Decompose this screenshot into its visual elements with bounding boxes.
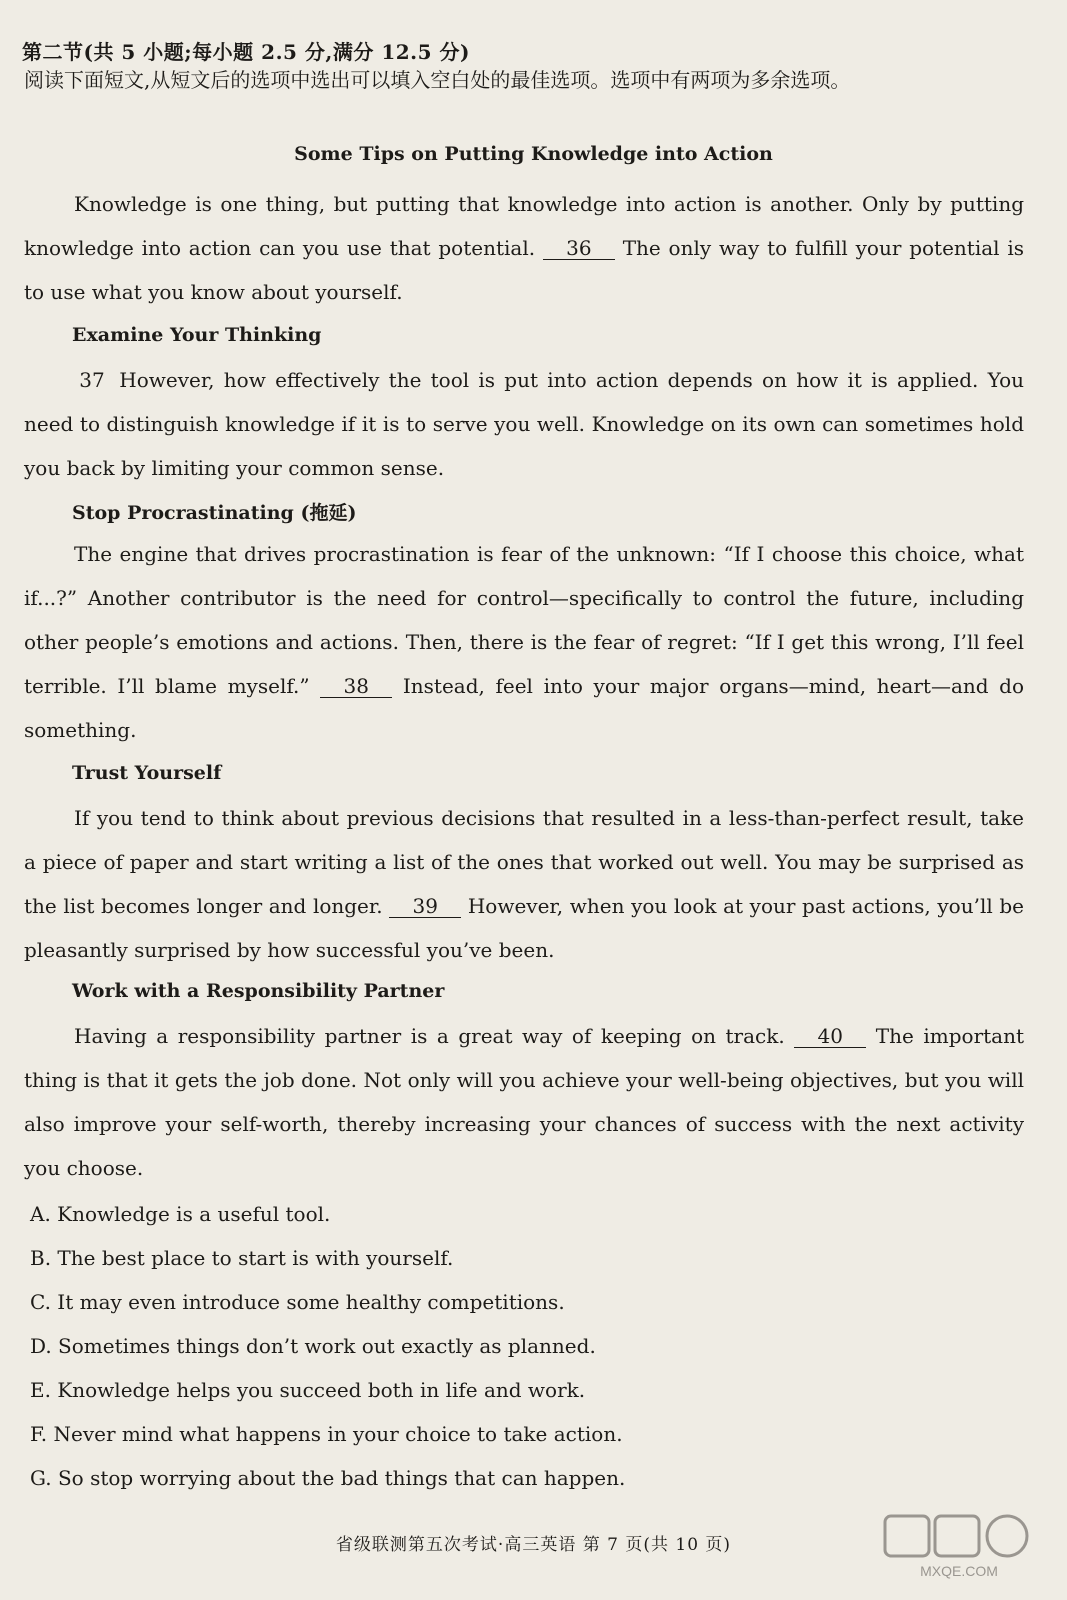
intro-text-before: Knowledge is one thing, but putting that knowledge into action is another. Only by putting knowledge into action can you use that potential. (24, 192, 1024, 260)
option-a: A. Knowledge is a useful tool. (30, 1202, 331, 1226)
blank-38: 38 (320, 675, 392, 698)
intro-paragraph (24, 182, 1024, 314)
passage-title: Some Tips on Putting Knowledge into Action (294, 143, 773, 165)
blank-36: 36 (543, 237, 615, 260)
blank-39: 39 (389, 895, 461, 918)
option-e: E. Knowledge helps you succeed both in life and work. (30, 1378, 586, 1402)
watermark-logo-icon (879, 1512, 1039, 1582)
options-list (30, 1192, 625, 1500)
trust-paragraph (24, 796, 1024, 972)
subheading-partner: Work with a Responsibility Partner (72, 980, 445, 1002)
option-f: F. Never mind what happens in your choice to take action. (30, 1422, 623, 1446)
partner-text-before: Having a responsibility partner is a great way of keeping on track. (74, 1024, 785, 1048)
partner-paragraph (24, 1014, 1024, 1190)
examine-text: However, how effectively the tool is put into action depends on how it is applied. You need to distinguish knowledge if it is to serve you well. Knowledge on its own can sometimes hold you back by limiting your common sense. (24, 368, 1025, 480)
procrastinating-text-before: The engine that drives procrastination is fear of the unknown: “If I choose this choice, what if...?” Another contributor is the need for control—specifically to control the future, including other people’s emotions and actions. Then, there is the fear of regret: “If I get this wrong, I’ll feel terrible. I’ll blame myself.” (24, 542, 1024, 698)
section-instruction: 阅读下面短文,从短文后的选项中选出可以填入空白处的最佳选项。选项中有两项为多余选项。 (24, 68, 851, 92)
option-c: C. It may even introduce some healthy competitions. (30, 1290, 565, 1314)
watermark-logo (879, 1512, 1039, 1582)
subheading-examine: Examine Your Thinking (72, 324, 322, 346)
trust-text-after: However, when you look at your past actions, you’ll be pleasantly surprised by how successful you’ve been. (24, 894, 1024, 962)
section-heading: 第二节(共 5 小题;每小题 2.5 分,满分 12.5 分) (22, 40, 470, 64)
examine-paragraph (24, 358, 1024, 490)
subheading-procrastinating: Stop Procrastinating (拖延) (72, 502, 357, 524)
trust-text-before: If you tend to think about previous decisions that resulted in a less-than-perfect result, take a piece of paper and start writing a list of the ones that worked out well. You may be surprised as the list becomes longer and longer. (24, 806, 1024, 918)
blank-40: 40 (794, 1025, 866, 1048)
partner-text-after: The important thing is that it gets the job done. Not only will you achieve your well-being objectives, but you will also improve your self-worth, thereby increasing your chances of success with the next activity you choose. (24, 1024, 1025, 1180)
page-footer: 省级联测第五次考试·高三英语 第 7 页(共 10 页) (335, 1535, 732, 1555)
option-b: B. The best place to start is with yourself. (30, 1246, 454, 1270)
watermark-text: MXQE.COM (920, 1563, 998, 1579)
blank-37: 37 (79, 368, 105, 392)
option-g: G. So stop worrying about the bad things that can happen. (30, 1466, 626, 1490)
subheading-trust: Trust Yourself (72, 762, 222, 784)
procrastinating-text-after: Instead, feel into your major organs—mind, heart—and do something. (24, 674, 1025, 742)
option-d: D. Sometimes things don’t work out exactly as planned. (30, 1334, 596, 1358)
procrastinating-paragraph (24, 532, 1024, 752)
intro-text-after: The only way to fulfill your potential is to use what you know about yourself. (24, 236, 1025, 304)
